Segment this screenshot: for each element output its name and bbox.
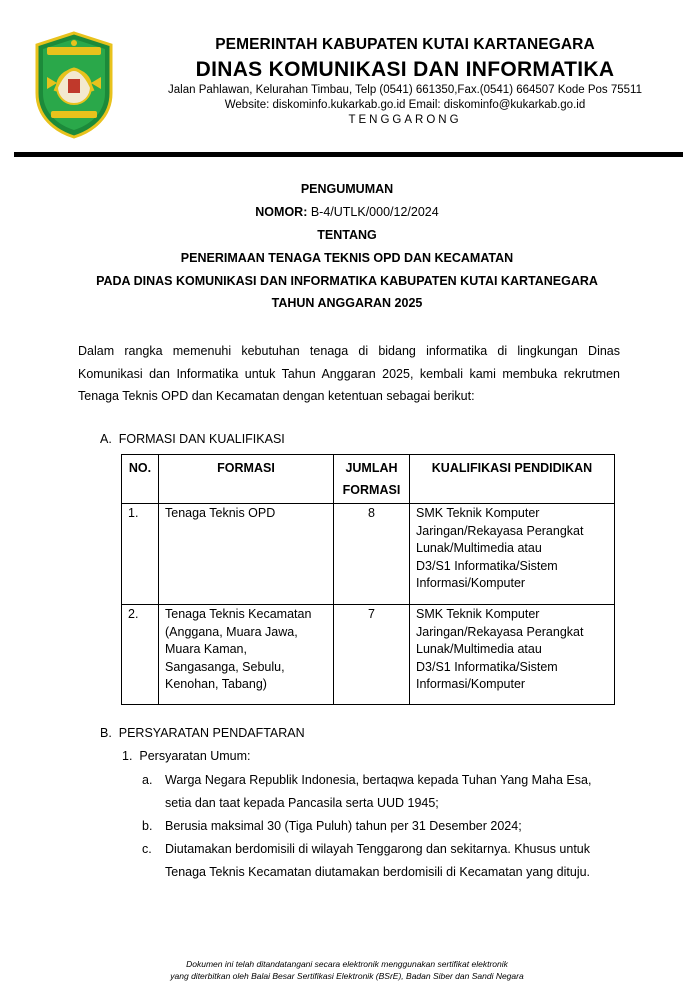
cell-line: Lunak/Multimedia atau [416, 642, 542, 656]
doc-number-label: NOMOR: [255, 205, 308, 219]
col-jumlah-1: JUMLAH [345, 461, 398, 475]
intro-paragraph [78, 340, 620, 408]
row-no: 2. [122, 605, 159, 705]
section-b-heading: B. PERSYARATAN PENDAFTARAN [100, 726, 305, 740]
cell-line: Kenohan, Tabang) [165, 677, 267, 691]
cell-line: SMK Teknik Komputer [416, 607, 540, 621]
footer-note-2: yang diterbitkan oleh Balai Besar Sertifikasi Elektronik (BSrE), Badan Siber dan Sandi Negara [170, 971, 524, 981]
row-formasi [159, 504, 334, 605]
row-formasi [159, 605, 334, 705]
intro-line: Komunikasi dan Informatika untuk Tahun Anggaran 2025, kembali kami membuka rekrutmen [78, 366, 620, 381]
letterhead-address: Jalan Pahlawan, Kelurahan Timbau, Telp (0541) 661350,Fax.(0541) 664507 Kode Pos 75511 [168, 84, 642, 96]
col-jumlah-2: FORMASI [342, 483, 401, 497]
doc-subject-2: PADA DINAS KOMUNIKASI DAN INFORMATIKA KABUPATEN KUTAI KARTANEGARA [96, 274, 598, 288]
row-kualifikasi [410, 605, 615, 705]
item-line: setia dan taat kepada Pancasila serta UUD 1945; [165, 796, 439, 810]
doc-number [0, 205, 694, 219]
cell-line: Tenaga Teknis OPD [165, 506, 276, 520]
cell-line: Informasi/Komputer [416, 576, 526, 590]
intro-line: Tenaga Teknis OPD dan Kecamatan dengan ketentuan sebagai berikut: [78, 389, 475, 403]
cell-line: Lunak/Multimedia atau [416, 541, 542, 555]
doc-about: TENTANG [317, 228, 377, 242]
letterhead-government: PEMERINTAH KABUPATEN KUTAI KARTANEGARA [215, 36, 595, 53]
cell-line: D3/S1 Informatika/Sistem [416, 558, 558, 573]
row-jumlah: 7 [334, 605, 410, 705]
table-row [122, 605, 615, 705]
item-line: Tenaga Teknis Kecamatan diutamakan berdomisili di Kecamatan yang dituju. [165, 865, 591, 879]
cell-line: Tenaga Teknis Kecamatan [165, 607, 312, 621]
col-no: NO. [122, 455, 159, 504]
section-a-heading: A. FORMASI DAN KUALIFIKASI [100, 432, 285, 446]
cell-line: Jaringan/Rekayasa Perangkat [416, 624, 584, 639]
intro-line: Dalam rangka memenuhi kebutuhan tenaga di bidang informatika di lingkungan Dinas [78, 344, 620, 358]
cell-line: Muara Kaman, [165, 642, 247, 656]
formation-table [121, 454, 615, 705]
item-line: Berusia maksimal 30 (Tiga Puluh) tahun per 31 Desember 2024; [165, 819, 522, 833]
item-marker: b. [142, 819, 153, 833]
section-b-sub-1: 1. Persyaratan Umum: [122, 749, 251, 763]
cell-line: Informasi/Komputer [416, 677, 526, 691]
doc-title: PENGUMUMAN [300, 182, 394, 196]
col-jumlah [334, 455, 410, 504]
letterhead-divider [14, 152, 683, 157]
letterhead-city: TENGGARONG [348, 114, 462, 126]
cell-line: (Anggana, Muara Jawa, [165, 624, 298, 639]
table-row [122, 504, 615, 605]
doc-subject-1: PENERIMAAN TENAGA TEKNIS OPD DAN KECAMATAN [180, 251, 514, 265]
col-kualifikasi: KUALIFIKASI PENDIDIKAN [410, 455, 615, 504]
letterhead-agency: DINAS KOMUNIKASI DAN INFORMATIKA [195, 58, 615, 81]
row-kualifikasi [410, 504, 615, 605]
row-jumlah: 8 [334, 504, 410, 605]
cell-line: SMK Teknik Komputer [416, 506, 540, 520]
cell-line: Jaringan/Rekayasa Perangkat [416, 523, 584, 538]
col-formasi: FORMASI [159, 455, 334, 504]
item-marker: c. [142, 842, 152, 856]
item-line: Diutamakan berdomisili di wilayah Tenggarong dan sekitarnya. Khusus untuk [165, 842, 591, 856]
row-no: 1. [122, 504, 159, 605]
cell-line: D3/S1 Informatika/Sistem [416, 659, 558, 674]
item-marker: a. [142, 773, 153, 787]
cell-line: Sangasanga, Sebulu, [165, 659, 285, 674]
doc-subject-3: TAHUN ANGGARAN 2025 [271, 296, 423, 310]
footer-note-1: Dokumen ini telah ditandatangani secara elektronik menggunakan sertifikat elektronik [186, 959, 508, 969]
item-line: Warga Negara Republik Indonesia, bertaqwa kepada Tuhan Yang Maha Esa, [165, 773, 592, 787]
doc-number-value: B-4/UTLK/000/12/2024 [307, 205, 439, 219]
letterhead-website: Website: diskominfo.kukarkab.go.id Email: diskominfo@kukarkab.go.id [224, 99, 586, 111]
kutai-kartanegara-emblem-icon [33, 31, 115, 139]
table-header-row [122, 455, 615, 504]
